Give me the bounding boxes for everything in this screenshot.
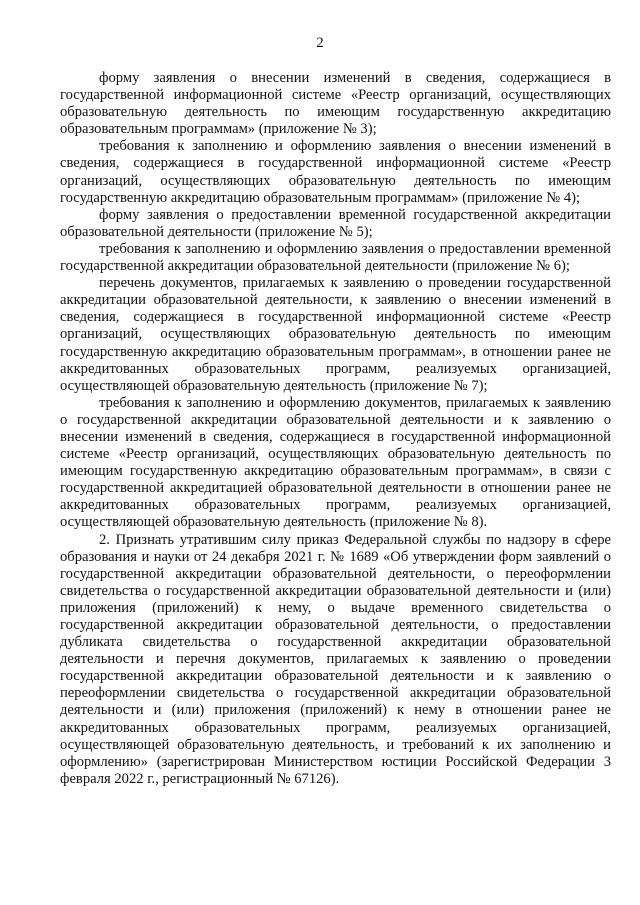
paragraph-appendix-3: форму заявления о внесении изменений в сведения, содержащиеся в государственной информационной системе «Реестр организаций, осуществляющих образовательную деятельность по имеющим государственную аккредитацию образовательным программам» (приложение № 3); <box>60 70 611 138</box>
paragraph-appendix-4: требования к заполнению и оформлению заявления о внесении изменений в сведения, содержащиеся в государственной информационной системе «Реестр организаций, осуществляющих образовательную деятельность по имеющим государственную аккредитацию образовательным программам» (приложение № 4); <box>60 138 611 206</box>
paragraph-appendix-8: требования к заполнению и оформлению документов, прилагаемых к заявлению о государственной аккредитации образовательной деятельности и к заявлению о внесении изменений в сведения, содержащиеся в государственной информационной системе «Реестр организаций, осуществляющих образовательную деятельность по имеющим государственную аккредитацию образовательным программам», в связи с государственной аккредитацией образовательной деятельности в отношении ранее не аккредитованных образовательных программ, реализуемых организацией, осуществляющей образовательную деятельность (приложение № 8). <box>60 394 611 531</box>
paragraph-appendix-7: перечень документов, прилагаемых к заявлению о проведении государственной аккредитации образовательной деятельности, к заявлению о внесении изменений в сведения, содержащиеся в государственной информационной системе «Реестр организаций, осуществляющих образовательную деятельность по имеющим государственную аккредитацию образовательным программам», в отношении ранее не аккредитованных образовательных программ, реализуемых организацией, осуществляющей образовательную деятельность (приложение № 7); <box>60 275 611 394</box>
page-number: 2 <box>316 35 324 51</box>
paragraph-appendix-5: форму заявления о предоставлении временной государственной аккредитации образовательной деятельности (приложение № 5); <box>60 206 611 240</box>
paragraph-appendix-6: требования к заполнению и оформлению заявления о предоставлении временной государственной аккредитации образовательной деятельности (приложение № 6); <box>60 240 611 275</box>
paragraph-item-2-repeal: 2. Признать утратившим силу приказ Федеральной службы по надзору в сфере образования и науки от 24 декабря 2021 г. № 1689 «Об утверждении форм заявлений о государственной аккредитации образовательной деятельности, о переоформлении свидетельства о государственной аккредитации образовательной деятельности и (или) приложения (приложений) к нему, о выдаче временного свидетельства о государственной аккредитации образовательной деятельности, о предоставлении дубликата свидетельства о государственной аккредитации образовательной деятельности и перечня документов, прилагаемых к заявлению о проведении государственной аккредитации образовательной деятельности и к заявлению о переоформлении свидетельства о государственной аккредитации образовательной деятельности и (или) приложения (приложений) к нему в отношении ранее не аккредитованных образовательных программ, реализуемых организацией, осуществляющей образовательную деятельность, и требований к их заполнению и оформлению» (зарегистрирован Министерством юстиции Российской Федерации 3 февраля 2022 г., регистрационный № 67126). <box>60 531 611 787</box>
document-body <box>60 70 611 788</box>
